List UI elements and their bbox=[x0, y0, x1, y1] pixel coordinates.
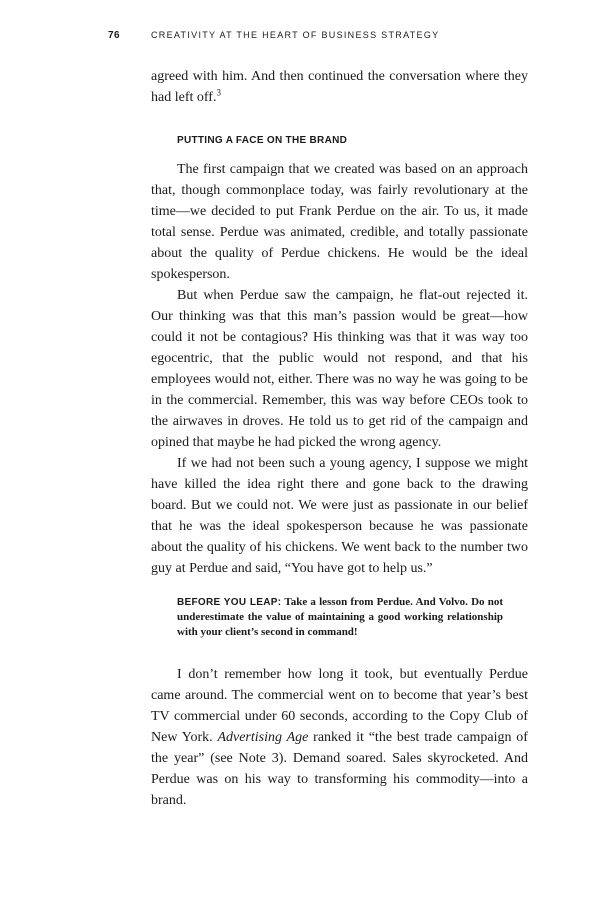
paragraph: But when Perdue saw the campaign, he flat-out rejected it. Our thinking was that this man’s passion would be great—how could it not be contagious? His thinking was that it was way too egocentric, that the public would not respond, and that his employees would not, either. There was no way he was going to be in the commercial. Remember, this was way before CEOs took to the airwaves in droves. He told us to get rid of the campaign and opined that maybe he had picked the wrong agency. bbox=[151, 288, 528, 450]
paragraph-continued: agreed with him. And then continued the conversation where they had left off.$^3$ bbox=[151, 69, 528, 105]
page-number: 76 bbox=[108, 30, 121, 41]
body-text bbox=[151, 66, 528, 811]
running-head bbox=[0, 30, 600, 44]
callout-text: Take a lesson from Perdue. And Volvo. Do not underestimate the value of maintaining a good working relationship with your client’s second in command! bbox=[177, 596, 504, 638]
before-you-leap-callout bbox=[177, 595, 503, 640]
paragraph: If we had not been such a young agency, I suppose we might have killed the idea right there and gone back to the drawing board. But we could not. We were just as passionate in our belief that he was the ideal spokesperson because he was passionate about the quality of his chickens. We went back to the number two guy at Perdue and said, “You have got to help us.” bbox=[151, 456, 528, 576]
section-heading: PUTTING A FACE ON THE BRAND bbox=[177, 135, 348, 146]
paragraph: I don’t remember how long it took, but eventually Perdue came around. The commercial went on to become that year’s best TV commercial under 60 seconds, according to the Copy Club of New York. Advertising Age ranked it “the best trade campaign of the year” (see Note 3). Demand soared. Sales skyrocketed. And Perdue was on his way to transforming his commodity—into a brand. bbox=[151, 667, 528, 808]
paragraph: The first campaign that we created was based on an approach that, though commonplace today, was fairly revolutionary at the time—we decided to put Frank Perdue on the air. To us, it made total sense. Perdue was animated, credible, and totally passionate about the quality of Perdue chickens. He would be the ideal spokesperson. bbox=[151, 162, 528, 282]
footnote-marker: 3 bbox=[216, 87, 221, 98]
callout-label: BEFORE YOU LEAP: bbox=[177, 597, 282, 608]
publication-title: Advertising Age bbox=[217, 730, 309, 745]
book-title: CREATIVITY AT THE HEART OF BUSINESS STRATEGY bbox=[151, 30, 440, 40]
